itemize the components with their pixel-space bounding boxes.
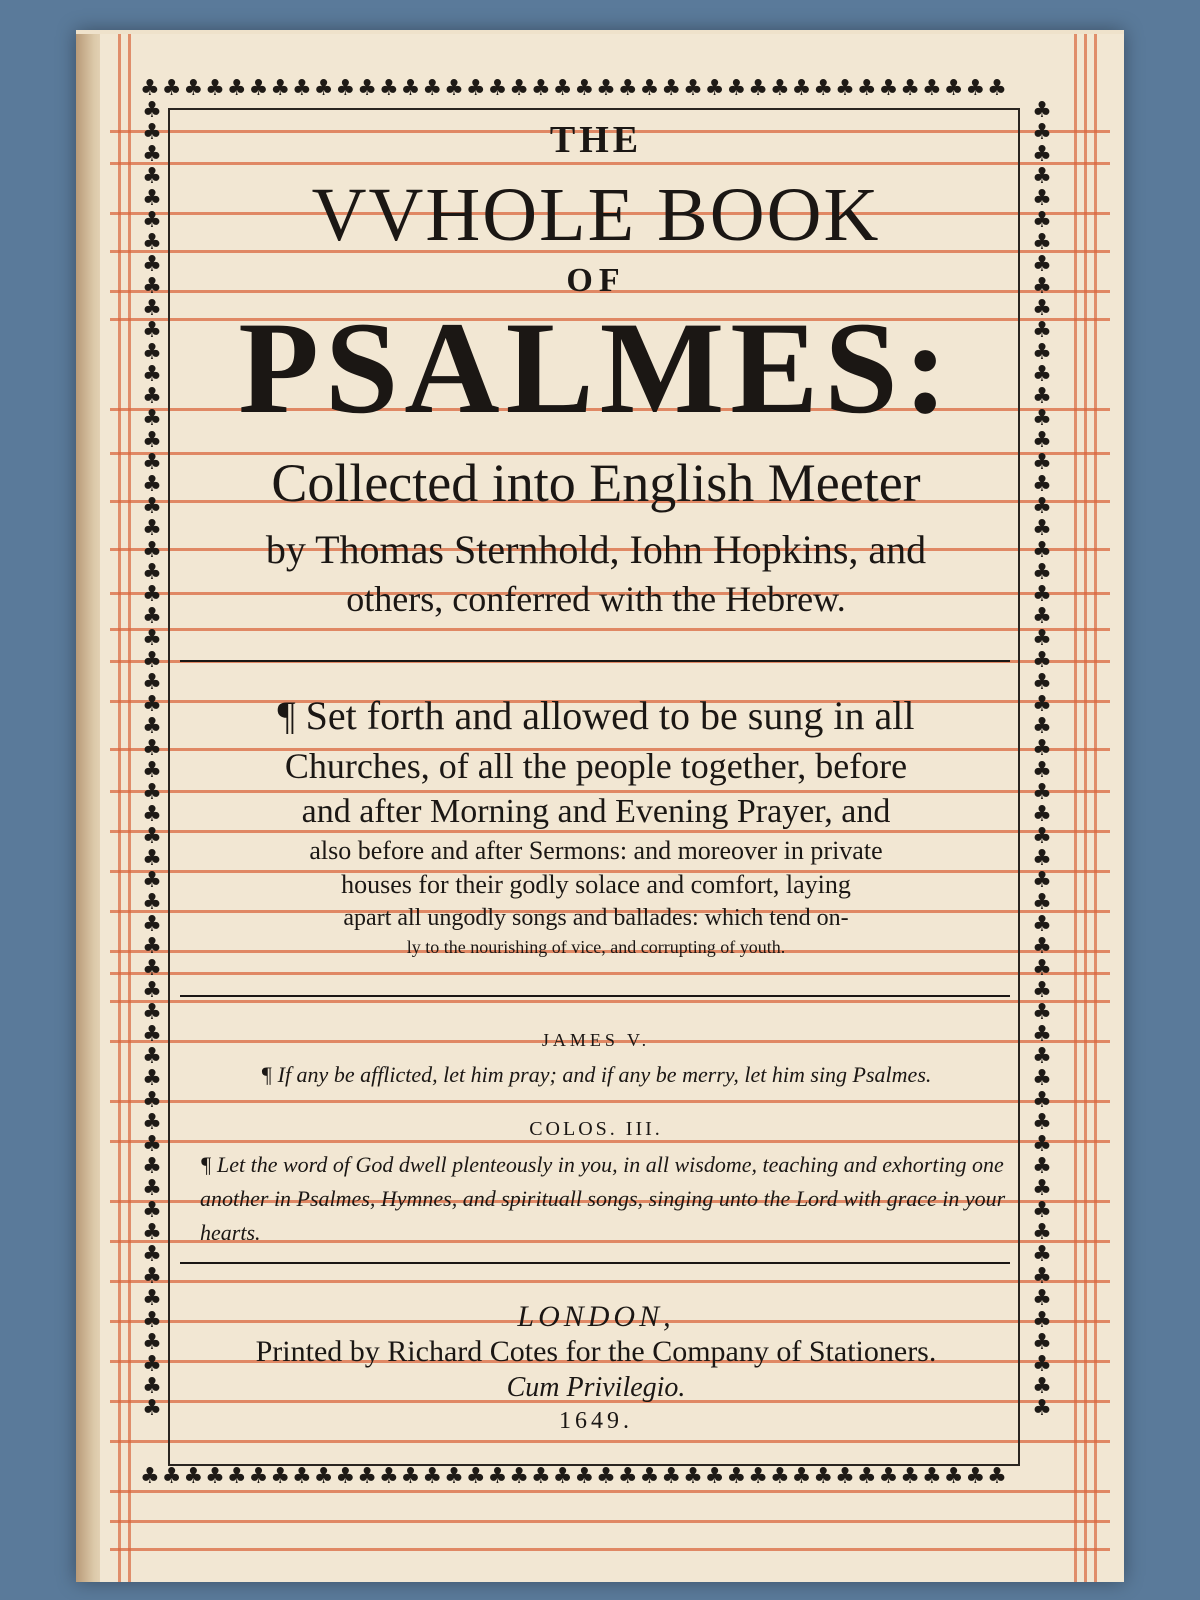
red-rule-vertical (1084, 34, 1087, 1582)
title-the: THE (549, 119, 643, 161)
red-rule-vertical (118, 34, 121, 1582)
ornamental-border-bottom: ♣♣♣♣♣♣♣♣♣♣♣♣♣♣♣♣♣♣♣♣♣♣♣♣♣♣♣♣♣♣♣♣♣♣♣♣♣♣♣♣ (140, 1466, 1009, 1488)
ornamental-border-left: ♣♣♣♣♣♣♣♣♣♣♣♣♣♣♣♣♣♣♣♣♣♣♣♣♣♣♣♣♣♣♣♣♣♣♣♣♣♣♣♣♣♣♣♣♣♣♣♣♣♣♣♣♣♣♣♣♣♣♣♣ (142, 100, 164, 1421)
subtitle-others: others, conferred with the Hebrew. (346, 579, 846, 619)
paragraph-line: Churches, of all the people together, before (284, 746, 908, 786)
subtitle-collected: Collected into English Meeter (271, 453, 921, 513)
red-rule-vertical (1094, 34, 1097, 1582)
imprint-privilege: Cum Privilegio. (506, 1372, 686, 1403)
separator-rule (180, 1262, 1010, 1264)
title-whole-book: VVHOLE BOOK (311, 173, 881, 257)
separator-rule (180, 660, 1010, 662)
separator-rule (180, 995, 1010, 997)
subtitle-authors: by Thomas Sternhold, Iohn Hopkins, and (265, 527, 927, 572)
imprint-london: LONDON, (517, 1300, 675, 1333)
imprint-printer: Printed by Richard Cotes for the Company of Stationers. (255, 1335, 937, 1368)
paragraph-line: ly to the nourishing of vice, and corrupting of youth. (406, 937, 786, 957)
title-psalmes: PSALMES: (238, 294, 954, 441)
ornamental-border-top: ♣♣♣♣♣♣♣♣♣♣♣♣♣♣♣♣♣♣♣♣♣♣♣♣♣♣♣♣♣♣♣♣♣♣♣♣♣♣♣♣ (140, 78, 1009, 100)
ornamental-border-right: ♣♣♣♣♣♣♣♣♣♣♣♣♣♣♣♣♣♣♣♣♣♣♣♣♣♣♣♣♣♣♣♣♣♣♣♣♣♣♣♣♣♣♣♣♣♣♣♣♣♣♣♣♣♣♣♣♣♣♣♣ (1032, 100, 1054, 1421)
james-heading: JAMES V. (541, 1030, 651, 1050)
paragraph-line: and after Morning and Evening Prayer, and (301, 793, 891, 830)
red-rule-vertical (1074, 34, 1077, 1582)
red-rule-horizontal (110, 1490, 1110, 1493)
allowance-paragraph (176, 690, 1016, 960)
paragraph-line: also before and after Sermons: and moreover in private (309, 836, 883, 865)
title-of: OF (566, 262, 626, 299)
colos-quote: ¶ Let the word of God dwell plenteously in you, in all wisdome, teaching and exhorting one another in Psalmes, Hymnes, and spirituall songs, singing unto the Lord with grace in your hearts. (200, 1152, 1006, 1245)
red-rule-horizontal (110, 1520, 1110, 1523)
james-quote: ¶ If any be afflicted, let him pray; and if any be merry, let him sing Psalmes. (260, 1062, 932, 1087)
paragraph-line: apart all ungodly songs and ballades: which tend on- (343, 905, 849, 931)
imprint-year: 1649. (559, 1408, 633, 1434)
red-rule-horizontal (110, 1548, 1110, 1551)
paragraph-line: ¶ Set forth and allowed to be sung in all (277, 693, 915, 738)
paragraph-line: houses for their godly solace and comfort, laying (341, 870, 851, 899)
red-rule-vertical (128, 34, 131, 1582)
colos-heading: COLOS. III. (529, 1118, 663, 1140)
